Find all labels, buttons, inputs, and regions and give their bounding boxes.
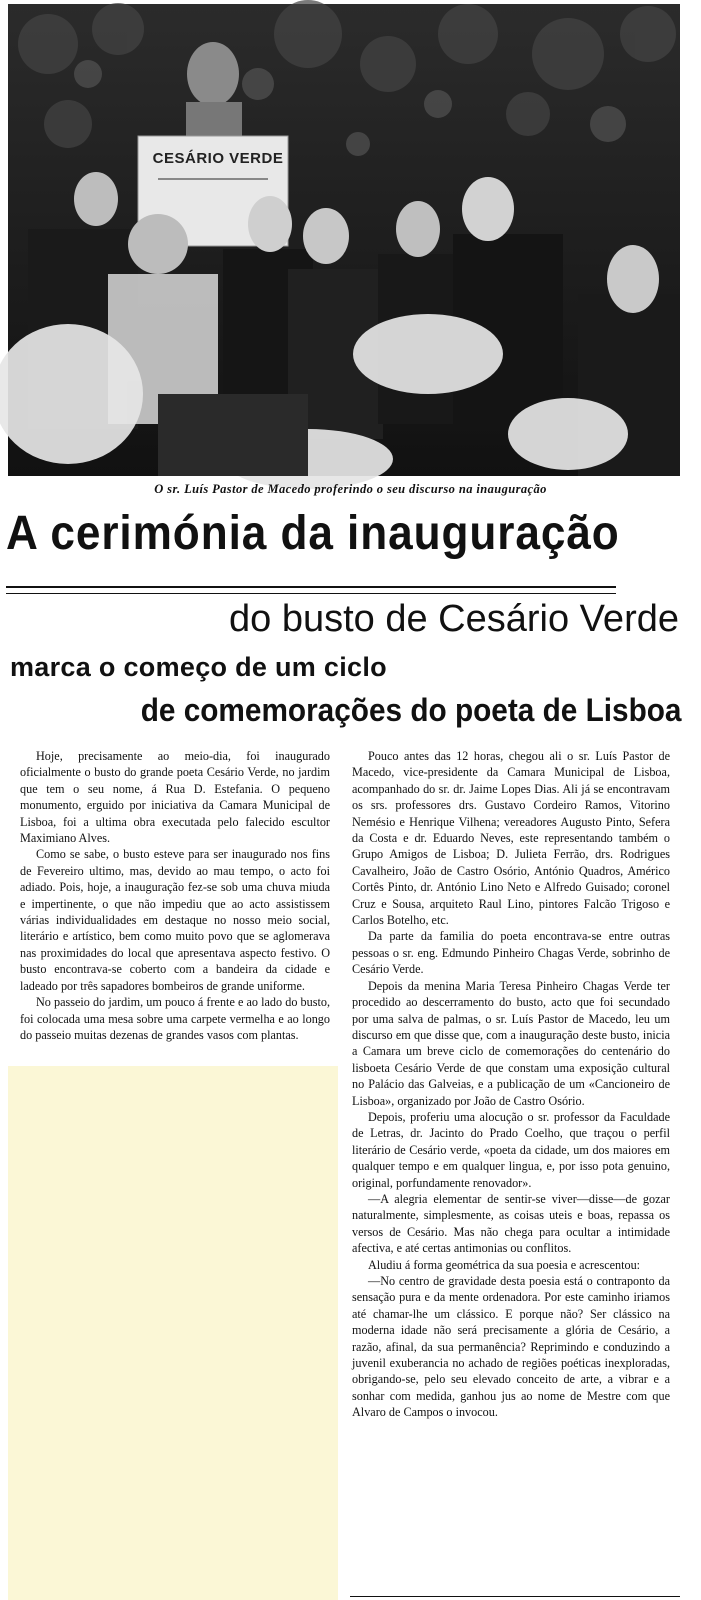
paragraph: Aludiu á forma geométrica da sua poesia e acrescentou: xyxy=(368,1257,641,1272)
article-column-right xyxy=(352,748,670,1421)
paragraph: —A alegria elementar de sentir-se viver—disse—de gozar naturalmente, simplesmente, as coisas uteis e boas, repassa os versos de Cesário. Mas não chega para ocultar a intimidade afectiva, e até certas antimonias ou conflitos. xyxy=(352,1191,670,1256)
column-end-rule xyxy=(350,1596,680,1597)
subheadline-1: do busto de Cesário Verde xyxy=(229,598,679,640)
paragraph: Depois da menina Maria Teresa Pinheiro Chagas Verde ter procedido ao descerramento do busto, acto que foi secundado por uma salva de palmas, o sr. Luís Pastor de Macedo, leu um discurso em que disse que, com a inauguração deste busto, inicia a Camara um breve ciclo de comemorações do centenário do lisboeta Cesário Verde de que constam uma exposição cultural no Palácio das Galveias, e a publicação de um «Cancioneiro de Lisboa», organizado por João de Castro Osório. xyxy=(352,978,670,1108)
blank-area xyxy=(8,1066,338,1600)
photo-caption: O sr. Luís Pastor de Macedo proferindo o seu discurso na inauguração xyxy=(154,482,547,496)
subheadline-2: marca o começo de um ciclo xyxy=(10,652,387,682)
article-column-left xyxy=(20,748,330,1042)
paragraph: No passeio do jardim, um pouco á frente e ao lado do busto, foi colocada uma mesa sobre uma carpete vermelha e ao longo do passeio muitas dezenas de grandes vasos com plantas. xyxy=(20,995,330,1042)
bust-sign-text: CESÁRIO VERDE xyxy=(152,150,284,167)
photo-illustration xyxy=(8,4,680,476)
paragraph: Depois, proferiu uma alocução o sr. professor da Faculdade de Letras, dr. Jacinto do Prado Coelho, que traçou o perfil literário de Cesário verde, «poeta da cidade, um dos maiores em qualquer tempo e em qualquer lingua, e, por isso pota genuino, original, porfundamente renovador». xyxy=(352,1109,670,1190)
paragraph: Pouco antes das 12 horas, chegou ali o sr. Luís Pastor de Macedo, vice-presidente da Camara Municipal de Lisboa, acompanhado do sr. dr. Jaime Lopes Dias. Ali já se encontravam os srs. professores drs. Gustavo Cordeiro Ramos, Vitorino Nemésio e Henrique Vilhena; vereadores Augusto Pinto, Sefera da Costa e dr. Eduardo Neves, este representando também o Grupo Amigos de Lisboa; D. Julieta Ferrão, drs. Rodrigues Cavalheiro, João de Castro Osório, António Quadros, Américo Cortês Pinto, dr. António Lino Neto e Alfredo Guisado; coronel Cruz e Sousa, arquiteto Raul Lino, pintores Falcão Trigoso e Carlos Botelho, etc. xyxy=(352,749,670,928)
paragraph: Da parte da familia do poeta encontrava-se entre outras pessoas o sr. eng. Edmundo Pinheiro Chagas Verde, sobrinho de Cesário Verde. xyxy=(352,929,670,977)
paragraph: Como se sabe, o busto esteve para ser inaugurado nos fins de Fevereiro ultimo, mas, devido ao mau tempo, o acto foi adiado. Pois, hoje, a inauguração fez-se sob uma chuva miuda e impertinente, o que não impediu que ao acto assistissem várias individualidades em destaque no nosso meio social, literário e artístico, bem como muito povo que se aglomerava nas proximidades do local que apresentava aspecto festivo. O busto encontrava-se coberto com a bandeira da cidade e ladeado por três sapadores bombeiros de grande uniforme. xyxy=(20,847,330,993)
headline: A cerimónia da inauguração xyxy=(6,507,620,560)
paragraph: —No centro de gravidade desta poesia está o contraponto da sensação pura e da mente ordenadora. Por este caminho iriamos até chamar-lhe um clássico. E porque não? Ser clássico na moderna idade não será precisamente a glória de Cesário, a razão, afinal, da sua permanência? Reprimindo e conduzindo a juvenil exuberancia no achado de regiões poéticas inexploradas, obrigando-se, pelo seu elevado conceito de arte, a vibrar e a sonhar com medida, ganhou jus ao nome de Mestre com que Alvaro de Campos o invocou. xyxy=(352,1274,670,1420)
subheadline-3: de comemorações do poeta de Lisboa xyxy=(140,692,681,728)
news-photo xyxy=(8,4,680,476)
paragraph: Hoje, precisamente ao meio-dia, foi inaugurado oficialmente o busto do grande poeta Cesário Verde, no jardim que tem o seu nome, á Rua D. Estefania. O pequeno monumento, erguido por iniciativa da Camara Municipal de Lisboa, foi a ultima obra executada pelo falecido escultor Maximiano Alves. xyxy=(20,749,330,846)
headline-rule xyxy=(6,586,616,588)
headline-rule-thin xyxy=(6,593,616,594)
